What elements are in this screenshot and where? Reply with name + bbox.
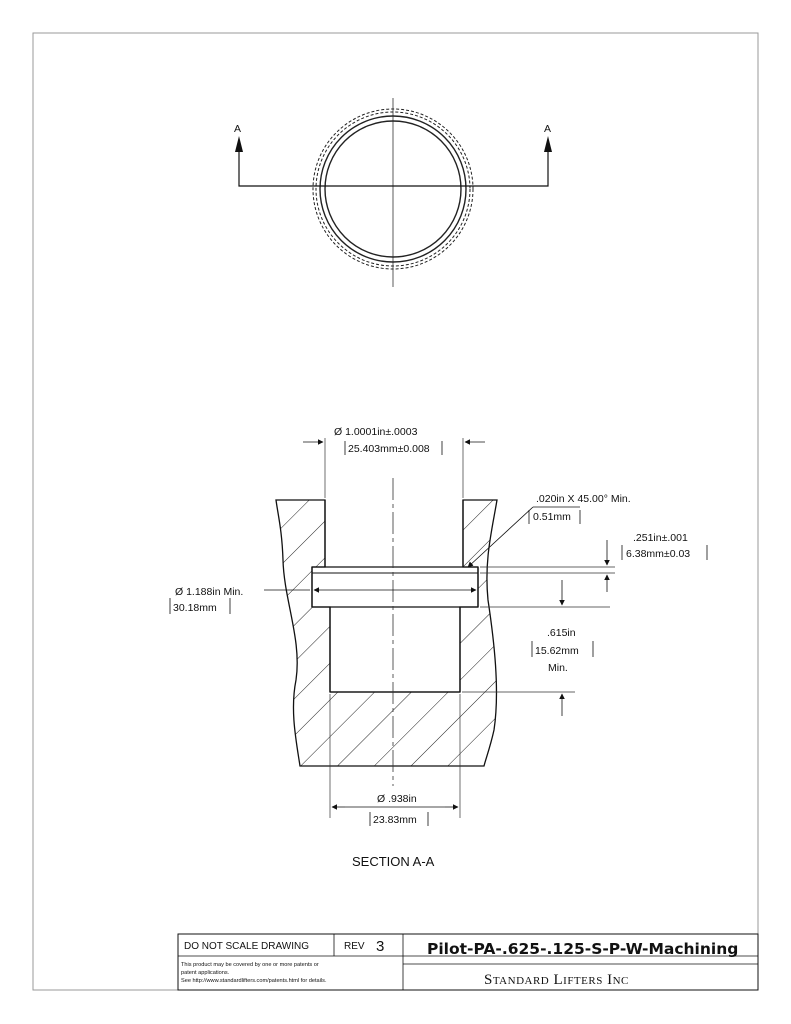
company-name: Standard Lifters Inc [484, 972, 629, 988]
groove-dia-mm: 30.18mm [173, 602, 217, 614]
bore-dim-in: Ø 1.0001in±.0003 [334, 426, 418, 438]
patent-line-3: See http://www.standardlifters.com/patents.html for details. [181, 978, 327, 984]
cut-plane-line [239, 150, 548, 186]
chamfer-dim-mm: 0.51mm [533, 511, 571, 523]
patent-line-2: patent applications. [181, 970, 230, 976]
do-not-scale: DO NOT SCALE DRAWING [184, 941, 310, 952]
cut-arrow-right [544, 136, 552, 152]
rev-value: 3 [376, 938, 385, 955]
title-block [178, 934, 758, 990]
upper-bore [326, 500, 462, 566]
groove [313, 568, 477, 606]
groove-width-in: .251in±.001 [633, 532, 688, 544]
cut-arrow-left [235, 136, 243, 152]
depth-note: Min. [548, 662, 568, 674]
rev-label: REV [344, 941, 365, 952]
lower-bore [331, 607, 459, 691]
lower-bore-in: Ø .938in [377, 793, 417, 805]
cut-label-left: A [234, 123, 242, 135]
bore-dim-mm: 25.403mm±0.008 [348, 443, 430, 455]
groove-dia-in: Ø 1.188in Min. [175, 586, 244, 598]
patent-line-1: This product may be covered by one or more patents or [181, 962, 319, 968]
depth-mm: 15.62mm [535, 645, 579, 657]
chamfer-dim-in: .020in X 45.00° Min. [536, 493, 631, 505]
depth-in: .615in [547, 627, 576, 639]
cut-label-right: A [544, 123, 552, 135]
top-view [234, 98, 552, 287]
part-name: Pilot-PA-.625-.125-S-P-W-Machining [427, 940, 739, 958]
section-view [170, 426, 707, 869]
groove-width-mm: 6.38mm±0.03 [626, 548, 691, 560]
section-title: SECTION A-A [352, 854, 435, 869]
lower-bore-mm: 23.83mm [373, 814, 417, 826]
